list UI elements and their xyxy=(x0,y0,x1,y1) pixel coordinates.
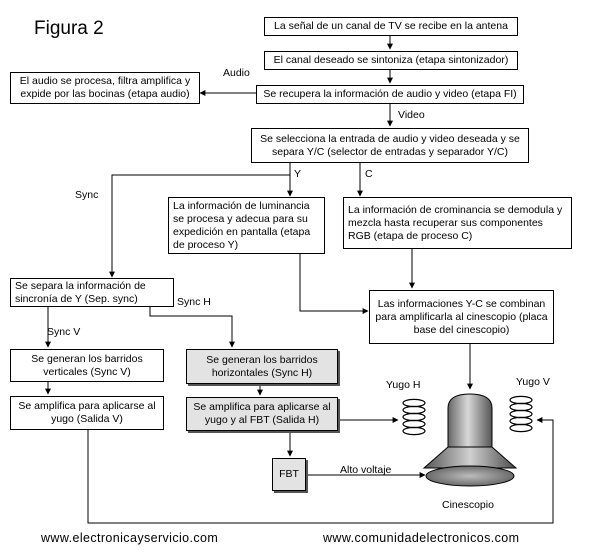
label-c: C xyxy=(365,168,373,180)
footer-left-url: www.electronicayservicio.com xyxy=(41,531,219,545)
sync-separator-box: Se separa la información de sincronía de Y (Sep. sync) xyxy=(10,278,174,307)
footer-right-url: www.comunidadelectronicos.com xyxy=(323,531,520,545)
selector-box: Se selecciona la entrada de audio y video deseada y se separa Y/C (selector de entradas y separador Y/C) xyxy=(251,128,529,163)
horizontal-amplifier-box: Se amplifica para aplicarse al yugo y al FBT (Salida H) xyxy=(186,397,338,431)
vertical-amplifier-box: Se amplifica para aplicarse al yugo (Salida V) xyxy=(10,396,164,430)
arrow-sync-h xyxy=(150,307,232,347)
label-sync-v: Sync V xyxy=(47,326,81,338)
fbt-box: FBT xyxy=(272,458,306,491)
arrow-luminance-combine xyxy=(300,254,368,311)
label-video: Video xyxy=(398,109,425,121)
fi-box: Se recupera la información de audio y video (etapa FI) xyxy=(256,85,524,104)
chroma-box: La información de crominancia se demodula y mezcla hasta recuperar sus componentes RGB (etapa de proceso C) xyxy=(343,197,572,249)
figure-title: Figura 2 xyxy=(34,18,104,39)
label-yugo-v: Yugo V xyxy=(516,376,550,388)
label-alto-voltaje: Alto voltaje xyxy=(340,464,392,476)
label-yugo-h: Yugo H xyxy=(386,379,421,391)
luminance-box: La información de luminancia se procesa y adecua para su expedición en pantalla (etapa de proceso Y) xyxy=(168,197,325,254)
combine-box: Las informaciones Y-C se combinan para amplificarla al cinescopio (placa base del cinescopio) xyxy=(369,290,554,344)
label-audio: Audio xyxy=(223,67,250,79)
yugo-h-coil xyxy=(403,399,425,434)
label-y: Y xyxy=(294,168,302,180)
yugo-v-coil xyxy=(510,396,532,431)
vertical-generator-box: Se generan los barridos verticales (Sync V) xyxy=(10,349,164,382)
horizontal-generator-box: Se generan los barridos horizontales (Sync H) xyxy=(186,349,338,384)
label-sync-h: Sync H xyxy=(177,296,211,308)
label-sync: Sync xyxy=(75,189,99,201)
cinescopio-icon xyxy=(424,394,516,486)
label-cinescopio: Cinescopio xyxy=(442,499,494,511)
audio-box: El audio se procesa, filtra amplifica y expide por las bocinas (etapa audio) xyxy=(10,72,200,104)
tuner-box: El canal deseado se sintoniza (etapa sintonizador) xyxy=(264,51,518,70)
antenna-box: La señal de un canal de TV se recibe en la antena xyxy=(264,17,518,36)
